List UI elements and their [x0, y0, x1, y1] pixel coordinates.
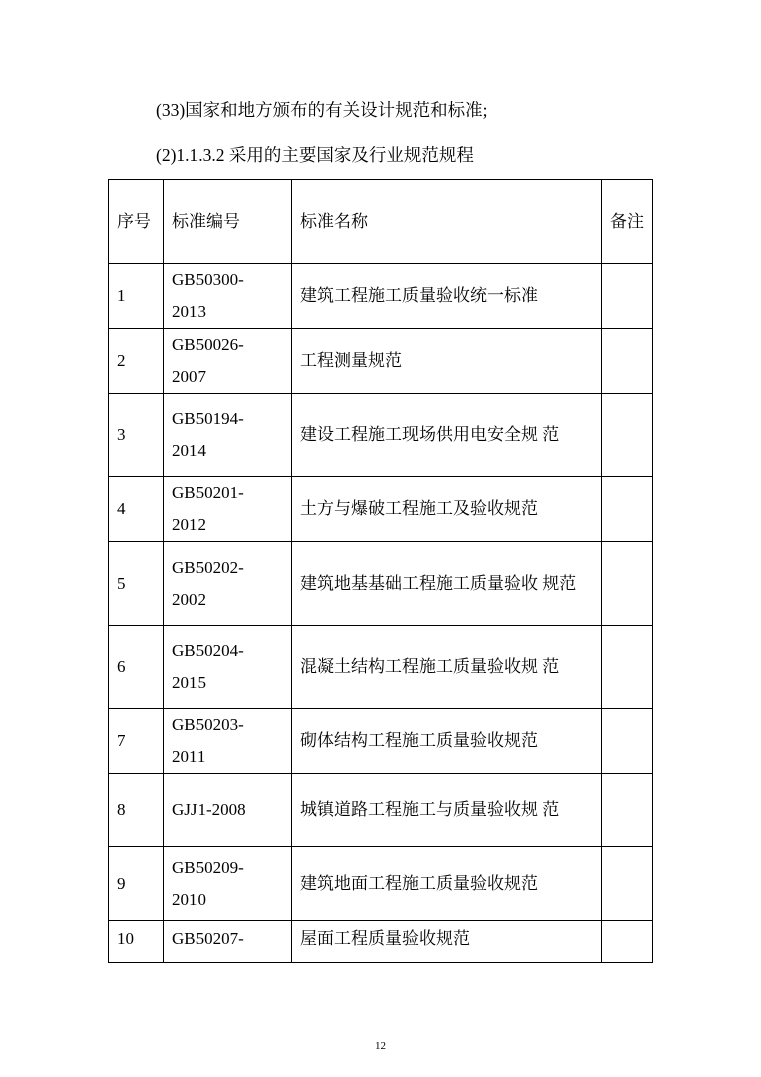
cell-no: 4: [109, 477, 164, 542]
cell-code: GB50026-2007: [164, 329, 292, 394]
cell-name: 混凝土结构工程施工质量验收规 范: [292, 626, 602, 709]
cell-code: GJJ1-2008: [164, 774, 292, 847]
table-row: [109, 542, 653, 626]
cell-code: GB50207-: [164, 921, 292, 963]
cell-note: [602, 394, 653, 477]
table-row: [109, 264, 653, 329]
table-row: [109, 774, 653, 847]
cell-note: [602, 709, 653, 774]
cell-name: 建筑工程施工质量验收统一标准: [292, 264, 602, 329]
table-row: [109, 329, 653, 394]
standards-table: [108, 179, 653, 963]
cell-note: [602, 774, 653, 847]
cell-note: [602, 847, 653, 921]
cell-name: 屋面工程质量验收规范: [292, 921, 602, 963]
table-row: [109, 394, 653, 477]
cell-note: [602, 921, 653, 963]
cell-note: [602, 264, 653, 329]
cell-code: GB50194-2014: [164, 394, 292, 477]
cell-no: 9: [109, 847, 164, 921]
paragraph-section-heading: (2)1.1.3.2 采用的主要国家及行业规范规程: [156, 145, 474, 165]
cell-name: 建设工程施工现场供用电安全规 范: [292, 394, 602, 477]
paragraph-design-standards: (33)国家和地方颁布的有关设计规范和标准;: [156, 100, 488, 120]
header-note: 备注: [602, 180, 653, 264]
header-name: 标准名称: [292, 180, 602, 264]
table-row: [109, 477, 653, 542]
cell-code: GB50209-2010: [164, 847, 292, 921]
table-row: [109, 626, 653, 709]
cell-no: 10: [109, 921, 164, 963]
cell-code: GB50202-2002: [164, 542, 292, 626]
cell-name: 工程测量规范: [292, 329, 602, 394]
cell-name: 建筑地面工程施工质量验收规范: [292, 847, 602, 921]
cell-name: 城镇道路工程施工与质量验收规 范: [292, 774, 602, 847]
table-row: [109, 847, 653, 921]
cell-code: GB50204-2015: [164, 626, 292, 709]
cell-no: 8: [109, 774, 164, 847]
table-row: [109, 709, 653, 774]
cell-code: GB50201-2012: [164, 477, 292, 542]
cell-note: [602, 329, 653, 394]
cell-name: 砌体结构工程施工质量验收规范: [292, 709, 602, 774]
cell-note: [602, 542, 653, 626]
cell-no: 2: [109, 329, 164, 394]
cell-no: 6: [109, 626, 164, 709]
cell-name: 建筑地基基础工程施工质量验收 规范: [292, 542, 602, 626]
table-row: [109, 921, 653, 963]
cell-no: 1: [109, 264, 164, 329]
page-number: 12: [375, 1040, 386, 1052]
table-header-row: [109, 180, 653, 264]
cell-code: GB50300-2013: [164, 264, 292, 329]
header-code: 标准编号: [164, 180, 292, 264]
cell-code: GB50203-2011: [164, 709, 292, 774]
cell-no: 5: [109, 542, 164, 626]
cell-no: 3: [109, 394, 164, 477]
cell-note: [602, 626, 653, 709]
cell-name: 土方与爆破工程施工及验收规范: [292, 477, 602, 542]
header-no: 序号: [109, 180, 164, 264]
cell-note: [602, 477, 653, 542]
cell-no: 7: [109, 709, 164, 774]
